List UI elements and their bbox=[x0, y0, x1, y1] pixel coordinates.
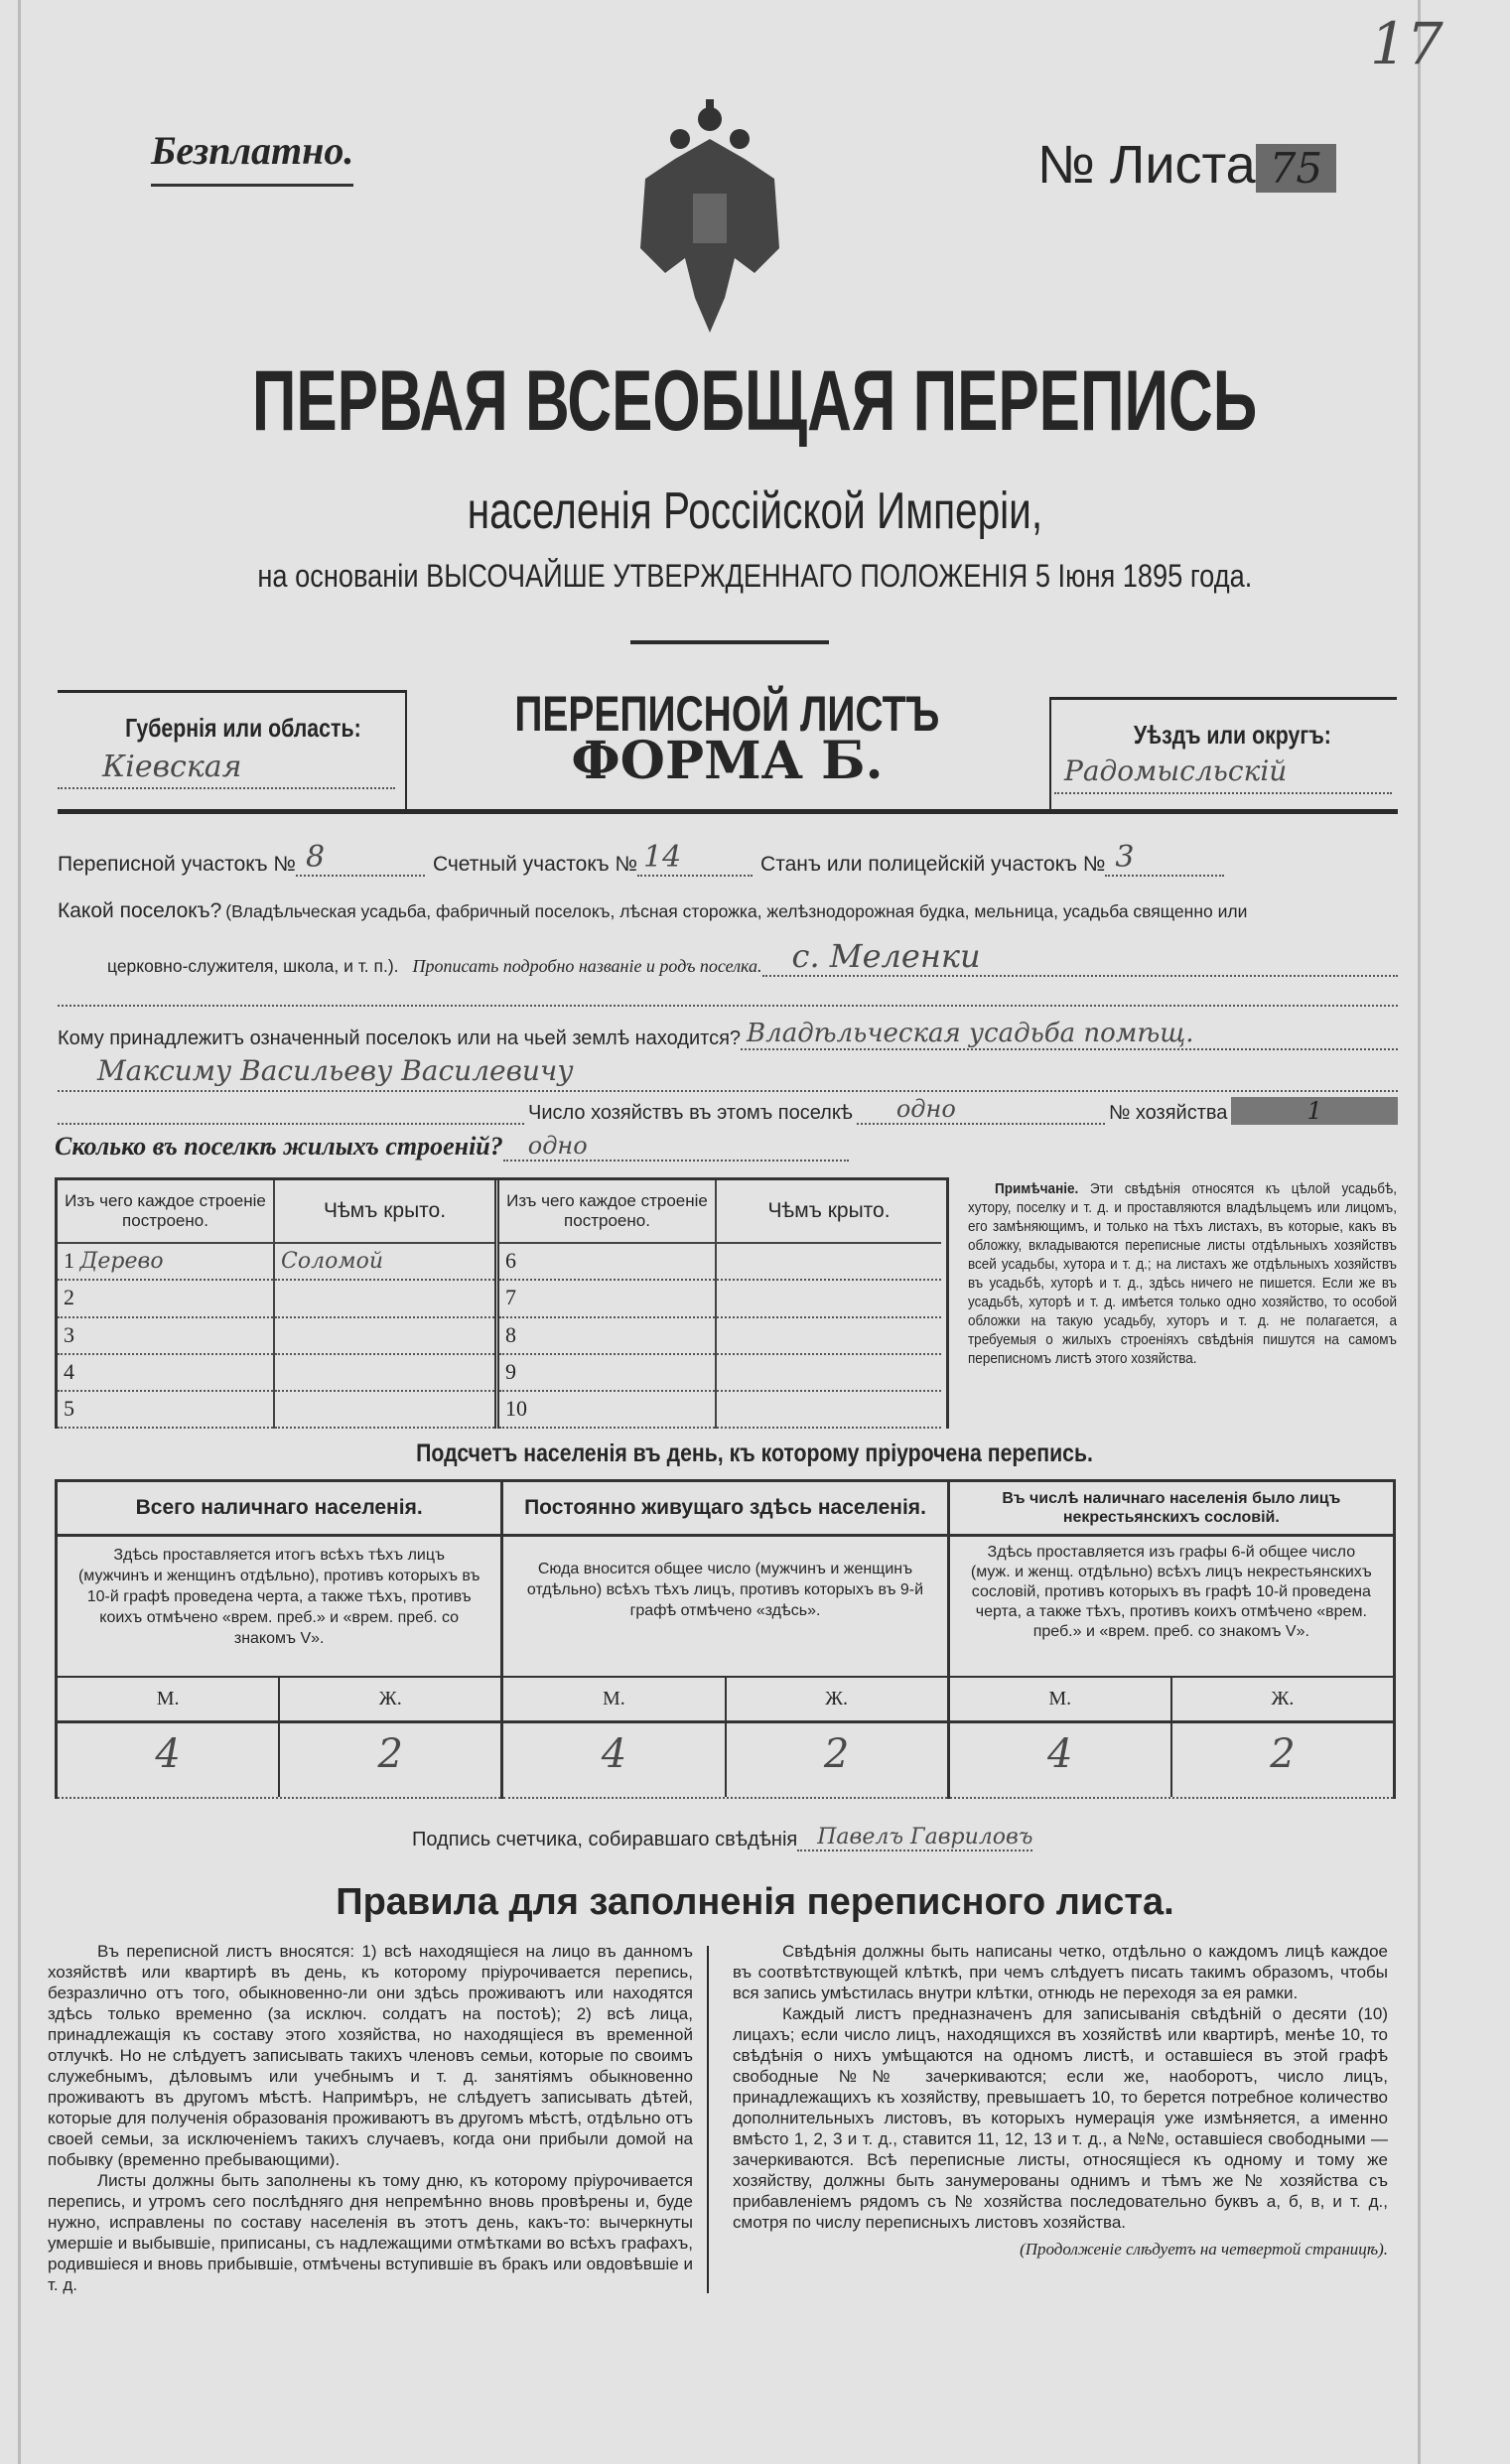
female-count[interactable]: 2 bbox=[725, 1723, 947, 1797]
signature-label: Подпись счетчика, собиравшаго свѣдѣнія bbox=[412, 1829, 798, 1850]
settlement-row-2 bbox=[107, 937, 1398, 977]
signature-field[interactable]: Павелъ Гавриловъ bbox=[797, 1825, 1032, 1851]
roof-cell[interactable]: Соломой bbox=[274, 1243, 497, 1280]
sheet-number-value: 75 bbox=[1256, 144, 1336, 193]
title-rule bbox=[630, 640, 829, 644]
census-title-text: ПЕРВАЯ ВСЕОБЩАЯ ПЕРЕПИСЬ bbox=[252, 353, 1258, 449]
row-number: 3 bbox=[64, 1321, 74, 1347]
census-title bbox=[0, 352, 1510, 451]
roof-cell[interactable] bbox=[274, 1354, 497, 1391]
signature-row bbox=[412, 1825, 1033, 1851]
buildings-label: Сколько въ поселкѣ жилыхъ строеній? bbox=[55, 1132, 503, 1161]
male-header: М. bbox=[1048, 1688, 1072, 1710]
sex-headers bbox=[503, 1676, 946, 1723]
household-no-field[interactable]: 1 bbox=[1231, 1097, 1398, 1125]
settlement-hint-1: (Владѣльческая усадьба, фабричный поселокъ, лѣсная сторожка, желѣзнодорожная будка, мельница, усадьба священно или bbox=[225, 901, 1248, 921]
col-material: Изъ чего каждое строеніе построено. bbox=[499, 1180, 716, 1243]
male-count[interactable]: 4 bbox=[601, 1731, 627, 1777]
population-col-total bbox=[58, 1482, 503, 1799]
rules-paragraph: Въ переписной листъ вносятся: 1) всѣ находящіеся на лицо въ данномъ хозяйствѣ или квартирѣ въ день, къ которому пріурочивается перепись, безразлично отъ того, обыкновенно-ли они здѣсь проживаютъ или находятся здѣсь только временно (за исключ. солдатъ на постоѣ); 2) всѣ лица, принадлежащія къ составу этого хозяйства, но находящіеся въ временной отлучкѣ. Но не слѣдуетъ записывать такихъ членовъ семьи, которые по своимъ служебнымъ, дѣловымъ или учебнымъ и т. д. занятіямъ обыкновенно проживаютъ въ другомъ мѣстѣ. Напримѣръ, не слѣдуетъ записывать дѣтей, которые для полученія образованія проживаютъ въ другомъ мѣстѣ, отдѣльно отъ своей семьи, за исключеніемъ такихъ случаевъ, когда они прибыли домой на побывку (временно пребывающими). bbox=[48, 1942, 693, 2169]
column-title: Постоянно живущаго здѣсь населенія. bbox=[503, 1482, 946, 1537]
settlement-row bbox=[58, 899, 1398, 923]
column-title: Въ числѣ наличнаго населенія было лицъ некрестьянскихъ сословій. bbox=[950, 1482, 1393, 1537]
buildings-row bbox=[55, 1132, 849, 1162]
census-basis-text: на основаніи ВЫСОЧАЙШЕ УТВЕРЖДЕННАГО ПОЛОЖЕНІЯ 5 Іюня 1895 года. bbox=[257, 558, 1253, 594]
census-basis bbox=[0, 558, 1510, 595]
owner-field[interactable]: Владѣльческая усадьба помѣщ. bbox=[741, 1019, 1398, 1050]
owner-row bbox=[58, 1019, 1398, 1050]
female-count[interactable]: 2 bbox=[278, 1723, 500, 1797]
households-field[interactable]: одно bbox=[857, 1095, 1105, 1125]
row-number: 2 bbox=[64, 1285, 74, 1310]
owner-label: Кому принадлежитъ означенный поселокъ или на чьей землѣ находится? bbox=[58, 1027, 742, 1049]
form-title-text: ПЕРЕПИСНОЙ ЛИСТЪ bbox=[514, 686, 940, 742]
table-row bbox=[499, 1280, 941, 1316]
rules-paragraph: Свѣдѣнія должны быть написаны четко, отдѣльно о каждомъ лицѣ каждое въ соотвѣтствующей клѣткѣ, при чемъ слѣдуетъ писать такимъ образомъ, чтобы вся запись умѣстилась внутри клѣтки, отнюдь не переходя за ея рамки. bbox=[733, 1942, 1388, 2002]
column-title: Всего наличнаго населенія. bbox=[58, 1482, 500, 1537]
province-label: Губернія или область: bbox=[125, 713, 361, 743]
female-header: Ж. bbox=[725, 1678, 947, 1720]
col-roof: Чѣмъ крыто. bbox=[716, 1180, 941, 1243]
values-row bbox=[503, 1723, 946, 1799]
row-number: 10 bbox=[505, 1395, 527, 1421]
archive-page-number bbox=[1370, 10, 1443, 77]
count-section-label: Счетный участокъ № bbox=[432, 853, 638, 876]
buildings-note bbox=[968, 1179, 1397, 1368]
census-subtitle-text: населенія Россійской Имперіи, bbox=[467, 482, 1043, 540]
buildings-field[interactable]: одно bbox=[503, 1132, 849, 1162]
police-section-label: Станъ или полицейскій участокъ № bbox=[760, 853, 1106, 876]
table-row bbox=[58, 1391, 497, 1428]
rules-paragraph: Каждый листъ предназначенъ для записыванія свѣдѣній о десяти (10) лицахъ; если число лицъ, находящихся въ хозяйствѣ или квартирѣ, менѣе 10, то свѣдѣнія о нихъ умѣщаются на одномъ листѣ, и оставшіеся въ этой графѣ свободные №№ зачеркиваются; если же, наоборотъ, число лицъ, принадлежащихъ къ хозяйству, превышаетъ 10, то берется потребное количество дополнительныхъ листовъ, въ которыхъ нумерація уже измѣняется, а именно вмѣсто 1, 2, 3 и т. д., ставится 11, 12, 13 и т. д., а №№, оставшіеся свободными — зачеркиваются. Всѣ переписные листы, относящіеся къ одному и тому же хозяйству, должны быть занумерованы однимъ и тѣмъ же № хозяйства съ прибавленіемъ рядомъ съ № хозяйства последовательно буквъ а, б, в, и т. д., смотря по числу переписныхъ листовъ хозяйства. bbox=[733, 2004, 1388, 2232]
rules-column-divider bbox=[707, 1946, 709, 2293]
owner-field-line-2[interactable]: Максиму Васильеву Василевичу bbox=[58, 1054, 1398, 1092]
female-header: Ж. bbox=[1170, 1678, 1393, 1720]
sex-headers bbox=[950, 1676, 1393, 1723]
roof-cell[interactable] bbox=[716, 1280, 941, 1316]
column-description: Сюда вносится общее число (мужчинъ и женщинъ отдѣльно) всѣхъ тѣхъ лицъ, противъ которыхъ въ 9-й графѣ отмѣчено «здѣсь». bbox=[526, 1561, 924, 1619]
male-count[interactable]: 4 bbox=[155, 1731, 181, 1777]
male-header: М. bbox=[156, 1688, 180, 1710]
district-label: Уѣздъ или округъ: bbox=[1133, 720, 1331, 750]
province-value: Кіевская bbox=[102, 750, 242, 784]
population-col-permanent bbox=[503, 1482, 949, 1799]
form-header-divider-right bbox=[1049, 697, 1051, 809]
row-number: 1 bbox=[64, 1248, 74, 1274]
district-field[interactable] bbox=[1054, 754, 1392, 794]
sections-row bbox=[58, 840, 1224, 877]
table-row bbox=[499, 1391, 941, 1428]
table-row bbox=[58, 1280, 497, 1316]
table-row bbox=[58, 1243, 497, 1280]
police-section-field[interactable]: 3 bbox=[1105, 840, 1224, 877]
male-count[interactable]: 4 bbox=[1047, 1731, 1073, 1777]
row-number: 4 bbox=[64, 1358, 74, 1384]
male-header: М. bbox=[603, 1688, 625, 1710]
sheet-number bbox=[1037, 134, 1336, 196]
roof-cell[interactable] bbox=[274, 1391, 497, 1428]
note-label: Примѣчаніе. bbox=[995, 1180, 1079, 1197]
values-row bbox=[58, 1723, 500, 1799]
rules-paragraph: Листы должны быть заполнены къ тому дню, къ которому пріурочивается перепись, и утромъ сего послѣдняго дня непремѣнно вновь провѣрены и, буде нужно, исправлены по составу населенія въ этотъ день, какъ-то: вычеркнуты умершіе и выбывшіе, приписаны, съ надлежащими отмѣтками во всѣхъ графахъ, родившіеся и вновь прибывшіе, отмѣчены вступившіе въ бракъ или овдовѣвшіе и т. д. bbox=[48, 2171, 693, 2294]
roof-cell[interactable] bbox=[274, 1280, 497, 1316]
roof-cell[interactable] bbox=[274, 1317, 497, 1354]
column-description: Здѣсь проставляется изъ графы 6-й общее число (муж. и женщ. отдѣльно) всѣхъ лицъ некрестьянскихъ сословій, противъ которыхъ въ графѣ 10-й проведена черта, а также тѣхъ, противъ коихъ отмѣчено «врем. преб.» и «врем. преб. со знакомъ V». bbox=[970, 1544, 1372, 1640]
population-col-non-peasant bbox=[950, 1482, 1393, 1799]
form-type-text: ФОРМА Б. bbox=[571, 731, 884, 791]
rules-right-column bbox=[733, 1941, 1388, 2259]
settlement-label: Какой поселокъ? bbox=[58, 899, 222, 922]
settlement-hint-2: церковно-служителя, школа, и т. п.). bbox=[107, 956, 399, 976]
population-heading bbox=[0, 1439, 1510, 1468]
rules-left-column bbox=[48, 1941, 693, 2295]
table-row bbox=[499, 1354, 941, 1391]
free-label: Безплатно. bbox=[151, 127, 353, 187]
district-value: Радомысльскій bbox=[1064, 754, 1288, 787]
count-section-field[interactable]: 14 bbox=[637, 840, 753, 877]
province-field[interactable] bbox=[58, 750, 395, 789]
row-number: 9 bbox=[505, 1358, 516, 1384]
row-number: 6 bbox=[505, 1248, 516, 1274]
roof-cell[interactable] bbox=[716, 1243, 941, 1280]
table-row bbox=[58, 1354, 497, 1391]
roof-cell[interactable] bbox=[716, 1391, 941, 1428]
rules-continued-note: (Продолженіе слѣдуетъ на четвертой страницѣ). bbox=[1020, 2240, 1388, 2259]
table-row bbox=[58, 1317, 497, 1354]
sex-headers bbox=[58, 1676, 500, 1723]
households-info-row bbox=[58, 1095, 1398, 1125]
buildings-table-right bbox=[499, 1180, 941, 1429]
settlement-field-line-2[interactable] bbox=[58, 985, 1398, 1007]
rules-heading bbox=[0, 1881, 1510, 1924]
table-row bbox=[499, 1243, 941, 1280]
form-header-top-rule-right bbox=[1049, 697, 1397, 700]
roof-cell[interactable] bbox=[716, 1317, 941, 1354]
settlement-hint-italic: Прописать подробно названіе и родъ поселка. bbox=[412, 956, 762, 976]
imperial-eagle-emblem bbox=[635, 99, 784, 333]
table-row bbox=[499, 1317, 941, 1354]
note-text: Эти свѣдѣнія относятся къ цѣлой усадьбѣ, хутору, поселку и т. д. и проставляются владѣльцемъ или лицомъ, его замѣняющимъ, и только на тѣхъ листахъ, въ которые, какъ въ обложку, вкладываются переписные листы отдѣльныхъ хозяйствъ всей усадьбы, хутора и т. д.; на листахъ же отдѣльныхъ хозяйствъ въ усадьбѣ, хуторѣ и т. д., здѣсь ничего не пишется. Если же въ усадьбѣ, хуторѣ и т. д. имѣется только одно хозяйство, то особой обложки на такую усадьбу, хуторъ и т. д. не полагается, а требуемыя о жилыхъ строеніяхъ свѣдѣнія пишутся на самомъ переписномъ листѣ этого хозяйства. bbox=[968, 1180, 1397, 1367]
rules-heading-text: Правила для заполненія переписного листа. bbox=[336, 1881, 1174, 1923]
form-header-bottom-rule bbox=[58, 809, 1398, 814]
column-description: Здѣсь проставляется итогъ всѣхъ тѣхъ лицъ (мужчинъ и женщинъ отдѣльно), противъ которыхъ въ 10-й графѣ проведена черта, а также тѣхъ, противъ коихъ отмѣчено «врем. преб.» и «врем. преб. со знакомъ V». bbox=[77, 1547, 480, 1647]
form-header-top-rule-left bbox=[58, 690, 405, 693]
buildings-table-left bbox=[58, 1180, 499, 1429]
census-section-label: Переписной участокъ № bbox=[58, 853, 296, 876]
form-title bbox=[405, 685, 1049, 791]
household-no-label: № хозяйства bbox=[1108, 1102, 1228, 1124]
census-section-field[interactable]: 8 bbox=[296, 840, 425, 877]
population-heading-text: Подсчетъ населенія въ день, къ которому пріурочена перепись. bbox=[416, 1439, 1094, 1467]
row-number: 7 bbox=[505, 1285, 516, 1310]
values-row bbox=[950, 1723, 1393, 1799]
row-number: 5 bbox=[64, 1395, 74, 1421]
female-count[interactable]: 2 bbox=[1170, 1723, 1393, 1797]
roof-cell[interactable] bbox=[716, 1354, 941, 1391]
population-table bbox=[55, 1479, 1396, 1799]
census-subtitle bbox=[0, 481, 1510, 541]
buildings-table bbox=[55, 1177, 949, 1429]
archive-page-number-text: 17 bbox=[1370, 10, 1443, 77]
col-roof: Чѣмъ крыто. bbox=[274, 1180, 497, 1243]
households-label: Число хозяйствъ въ этомъ поселкѣ bbox=[528, 1102, 853, 1124]
female-header: Ж. bbox=[278, 1678, 500, 1720]
sheet-number-label: № Листа bbox=[1037, 135, 1256, 195]
col-material: Изъ чего каждое строеніе построено. bbox=[58, 1180, 274, 1243]
households-spacer bbox=[58, 1123, 524, 1125]
row-number: 8 bbox=[505, 1321, 516, 1347]
settlement-field[interactable]: с. Меленки bbox=[762, 937, 1398, 977]
material-cell[interactable]: Дерево bbox=[79, 1249, 164, 1275]
